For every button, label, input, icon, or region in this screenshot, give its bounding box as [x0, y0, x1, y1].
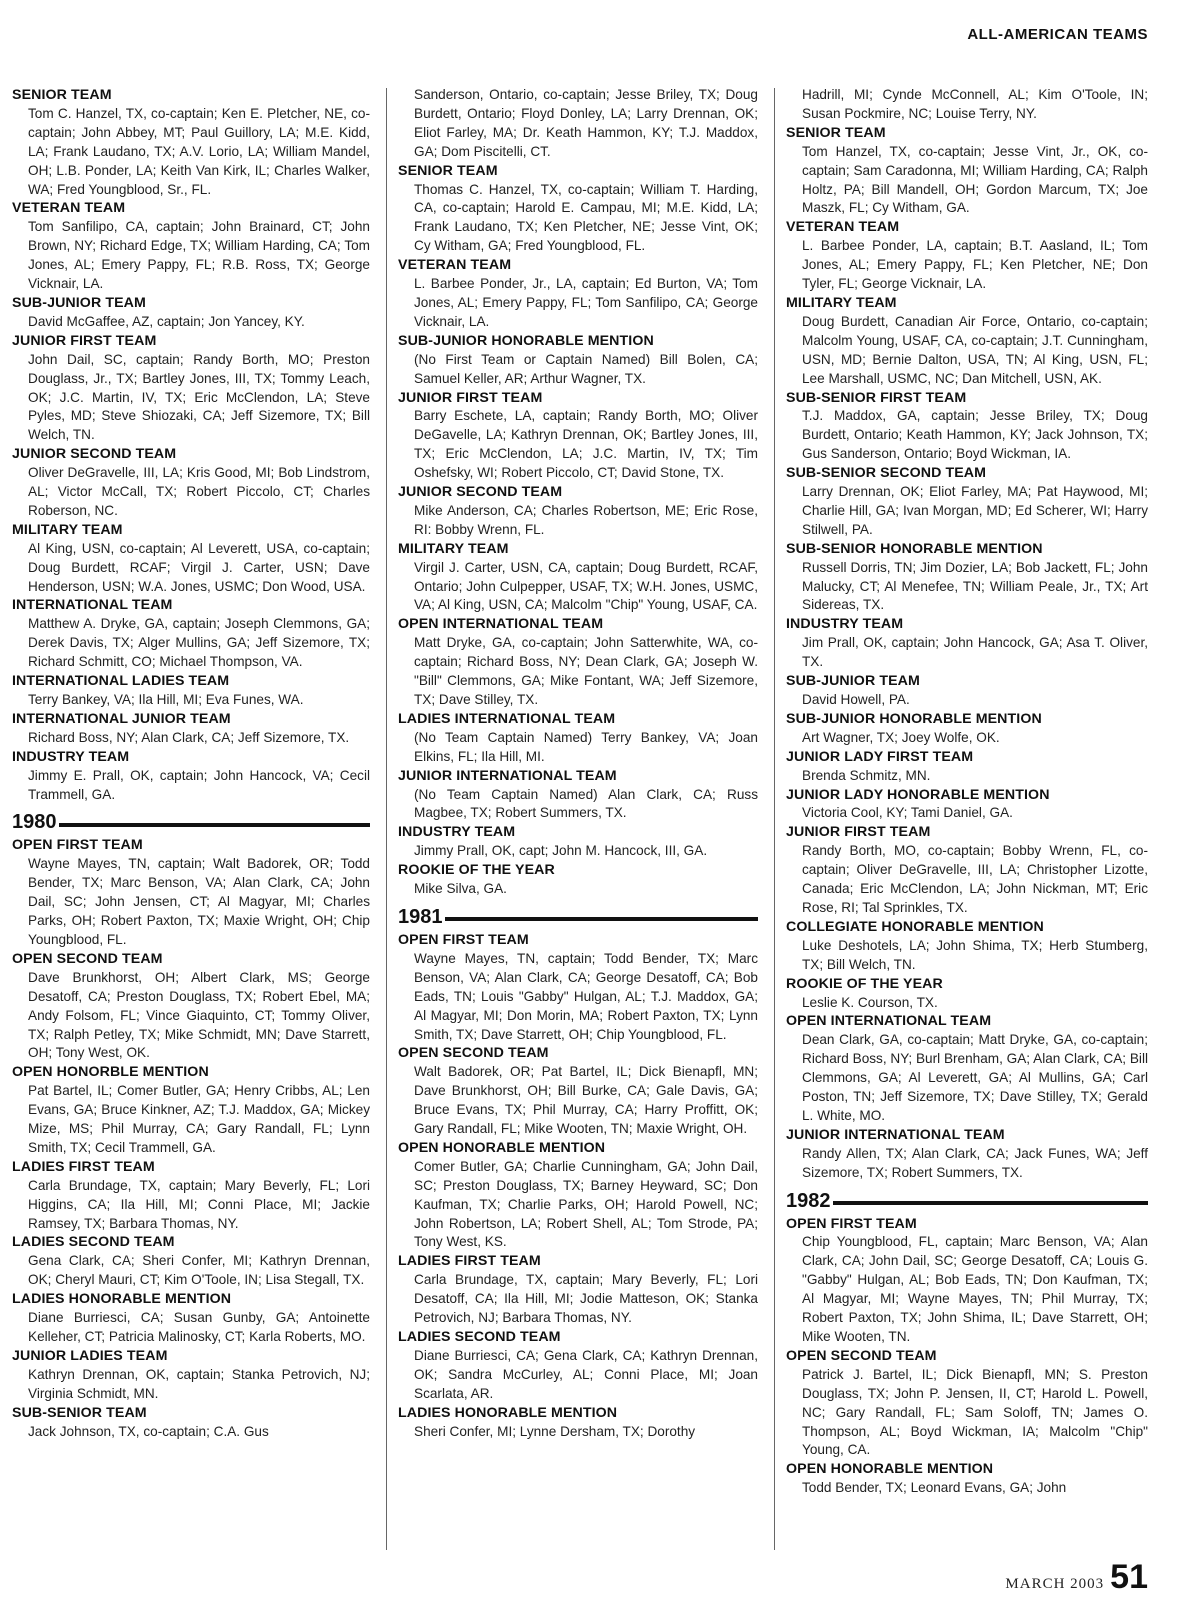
team-section	[12, 672, 370, 710]
team-heading: OPEN HONORABLE MENTION	[398, 1139, 606, 1156]
team-section	[398, 1139, 758, 1252]
team-heading: INTERNATIONAL TEAM	[12, 597, 173, 614]
team-members-text: Diane Burriesci, CA; Gena Clark, CA; Kathryn Drennan, OK; Sandra McCurley, AL; Conni Place, MI; Joan Scarlata, AR.	[414, 1347, 758, 1401]
team-members-text: Diane Burriesci, CA; Susan Gunby, GA; Antoinette Kelleher, CT; Patricia Malinosky, CT; Karla Roberts, MO.	[28, 1310, 370, 1344]
team-section	[12, 836, 370, 949]
team-members-text: Doug Burdett, Canadian Air Force, Ontario, co-captain; Malcolm Young, USAF, CA, co-captain; J.T. Cunningham, USN, MD; Bernie Dalton, USA, TN; Al King, USN, FL; Lee Marshall, USMC, NC; Dan Mitchell, USN, AK.	[802, 313, 1148, 386]
team-heading: OPEN FIRST TEAM	[398, 931, 529, 948]
page-header-title: ALL-AMERICAN TEAMS	[967, 26, 1148, 43]
team-members-text: Sheri Confer, MI; Lynne Dersham, TX; Dorothy	[414, 1423, 696, 1439]
team-members-text: Hadrill, MI; Cynde McConnell, AL; Kim O'Toole, IN; Susan Pockmire, NC; Louise Terry, NY.	[802, 87, 1148, 121]
column-divider	[774, 88, 775, 1550]
team-section	[398, 615, 758, 710]
team-section	[12, 596, 370, 672]
team-members-text: Barry Eschete, LA, captain; Randy Borth, MO; Oliver DeGavelle, LA; Kathryn Drennan, OK; Bartley Jones, III, TX; Eric McClendon, LA; J.C. Martin, IV, TX; Tim Oshefsky, WI; Robert Piccolo, CT; David Stone, TX.	[414, 408, 758, 481]
team-heading: LADIES HONORABLE MENTION	[398, 1404, 618, 1421]
team-heading: SUB-JUNIOR HONORABLE MENTION	[786, 710, 1042, 727]
team-heading: SUB-SENIOR SECOND TEAM	[786, 465, 987, 482]
team-heading: VETERAN TEAM	[786, 219, 900, 236]
team-heading: SENIOR TEAM	[398, 162, 498, 179]
team-members-text: Tom Hanzel, TX, co-captain; Jesse Vint, Jr., OK, co-captain; Sam Caradonna, MI; William Harding, CA; Ralph Holtz, PA; Bill Mandell, OH; Gordon Marcum, TX; Joe Maszk, FL; Cy Witham, GA.	[802, 143, 1148, 216]
year-heading: 1980	[12, 811, 57, 834]
team-heading: LADIES HONORABLE MENTION	[12, 1291, 232, 1308]
team-members-text: Mike Silva, GA.	[414, 881, 507, 897]
team-heading: JUNIOR LADY FIRST TEAM	[786, 748, 974, 765]
year-rule-line	[59, 823, 371, 827]
footer-issue-date: MARCH 2003	[1005, 1576, 1105, 1592]
team-section	[12, 521, 370, 597]
page-number: 51	[1110, 1558, 1148, 1596]
team-heading: INDUSTRY TEAM	[12, 748, 130, 765]
team-heading: INDUSTRY TEAM	[398, 824, 516, 841]
year-heading: 1982	[786, 1189, 831, 1212]
team-members-text: Mike Anderson, CA; Charles Robertson, ME; Eric Rose, RI: Bobby Wrenn, FL.	[414, 502, 758, 537]
team-section	[786, 823, 1148, 918]
team-section	[786, 218, 1148, 294]
team-heading: OPEN SECOND TEAM	[12, 950, 163, 967]
team-section	[786, 615, 1148, 672]
team-members-text: L. Barbee Ponder, LA, captain; B.T. Aasland, IL; Tom Jones, AL; Emery Pappy, FL; Ken Pletcher, NE; Don Tyler, FL; George Vicknair, LA.	[802, 238, 1148, 292]
team-members-text: (No Team Captain Named) Terry Bankey, VA; Joan Elkins, FL; Ila Hill, MI.	[414, 729, 758, 764]
team-members-text: Matthew A. Dryke, GA, captain; Joseph Clemmons, GA; Derek Davis, TX; Alger Mullins, GA; Jeff Sizemore, TX; Richard Schmitt, CO; Michael Thompson, VA.	[28, 616, 370, 670]
team-heading: JUNIOR SECOND TEAM	[12, 446, 177, 463]
team-members-text: Jack Johnson, TX, co-captain; C.A. Gus	[28, 1423, 269, 1439]
team-section	[398, 1328, 758, 1404]
year-rule-line	[833, 1201, 1149, 1205]
team-section	[786, 86, 1148, 124]
team-members-text: Todd Bender, TX; Leonard Evans, GA; John	[802, 1480, 1067, 1496]
team-section	[398, 710, 758, 767]
team-members-text: Jim Prall, OK, captain; John Hancock, GA; Asa T. Oliver, TX.	[802, 635, 1148, 670]
team-heading: VETERAN TEAM	[12, 200, 126, 217]
year-divider	[12, 810, 370, 834]
team-heading: JUNIOR INTERNATIONAL TEAM	[786, 1126, 1005, 1143]
team-section	[786, 389, 1148, 465]
team-members-text: Randy Borth, MO, co-captain; Bobby Wrenn, FL, co-captain; Oliver DeGravelle, III, LA; Christopher Lizotte, Canada; Eric McClendon, LA; John Nickman, MT; Eric Rose, RI; Tal Sprinkles, TX.	[802, 843, 1148, 915]
team-heading: JUNIOR FIRST TEAM	[12, 332, 157, 349]
team-section	[398, 256, 758, 332]
team-members-text: Oliver DeGravelle, III, LA; Kris Good, MI; Bob Lindstrom, AL; Victor McCall, TX; Robert Piccolo, CT; Charles Roberson, NC.	[28, 465, 370, 518]
team-section	[12, 1233, 370, 1290]
team-members-text: Wayne Mayes, TN, captain; Walt Badorek, OR; Todd Bender, TX; Marc Benson, VA; Alan Clark, CA; John Dail, SC; John Jensen, CT; Al Magyar, MI; Charles Parks, OH; Robert Paxton, TX; Maxie Wright, OH; Chip Youngblood, FL.	[28, 856, 370, 947]
team-heading: OPEN HONORBLE MENTION	[12, 1064, 209, 1081]
team-members-text: Matt Dryke, GA, co-captain; John Satterwhite, WA, co-captain; Richard Boss, NY; Dean Clark, GA; Joseph W. "Bill" Clemmons, GA; Mike Fontant, WA; Jeff Sizemore, TX; Dave Stilley, TX.	[414, 635, 758, 707]
team-section	[398, 1044, 758, 1139]
team-members-text: (No Team Captain Named) Alan Clark, CA; Russ Magbee, TX; Robert Summers, TX.	[414, 786, 758, 821]
team-members-text: Thomas C. Hanzel, TX, co-captain; William T. Harding, CA, co-captain; Harold E. Campau, MI; M.E. Kidd, LA; Frank Laudano, TX; Ken Pletcher, NE; Jesse Vint, OK; Cy Witham, GA; Fred Youngblood, FL.	[414, 181, 758, 254]
team-heading: LADIES SECOND TEAM	[12, 1234, 175, 1251]
team-heading: ROOKIE OF THE YEAR	[398, 862, 555, 879]
team-members-text: Virgil J. Carter, USN, CA, captain; Doug Burdett, RCAF, Ontario; John Culpepper, USAF, TX; W.H. Jones, USMC, VA; Al King, USN, CA; Malcolm "Chip" Young, USAF, CA.	[414, 559, 758, 613]
team-section	[12, 1347, 370, 1404]
team-section	[12, 1290, 370, 1347]
team-members-text: L. Barbee Ponder, Jr., LA, captain; Ed Burton, VA; Tom Jones, AL; Emery Pappy, FL; Tom Sanfilipo, CA; George Vicknair, LA.	[414, 276, 758, 329]
team-members-text: Art Wagner, TX; Joey Wolfe, OK.	[802, 729, 1000, 745]
team-section	[12, 1063, 370, 1158]
team-members-text: Randy Allen, TX; Alan Clark, CA; Jack Funes, WA; Jeff Sizemore, TX; Robert Summers, TX.	[802, 1145, 1148, 1180]
team-members-text: David McGaffee, AZ, captain; Jon Yancey, KY.	[28, 313, 305, 329]
team-heading: SUB-JUNIOR HONORABLE MENTION	[398, 332, 654, 349]
team-heading: MILITARY TEAM	[398, 540, 509, 557]
team-heading: COLLEGIATE HONORABLE MENTION	[786, 918, 1044, 935]
year-heading: 1981	[398, 905, 443, 928]
team-members-text: Tom C. Hanzel, TX, co-captain; Ken E. Pletcher, NE, co-captain; John Abbey, MT; Paul Guillory, LA; M.E. Kidd, LA; Frank Laudano, TX; A.V. Lorio, LA; William Mandel, OH; L.B. Ponder, LA; Keith Van Kirk, IL; Charles Walker, WA; Fred Youngblood, Sr., FL.	[28, 105, 370, 197]
team-members-text: Patrick J. Bartel, IL; Dick Bienapfl, MN; S. Preston Douglass, TX; John P. Jensen, II, CT; Harold L. Powell, NC; Gary Randall, FL; Sam Soloff, TN; James O. Thompson, AL; Boyd Wickman, IA; Malcolm "Chip" Young, CA.	[802, 1366, 1148, 1458]
team-section	[786, 975, 1148, 1013]
team-members-text: Dave Brunkhorst, OH; Albert Clark, MS; George Desatoff, CA; Preston Douglass, TX; Robert Ebel, MA; Andy Folsom, FL; Vince Giaquinto, CT; Tommy Oliver, TX; Ralph Petley, TX; Mike Schmidt, MN; Dave Starrett, OH; Tony West, OK.	[28, 969, 370, 1061]
team-heading: OPEN HONORABLE MENTION	[786, 1461, 994, 1478]
team-members-text: Sanderson, Ontario, co-captain; Jesse Briley, TX; Doug Burdett, Ontario; Floyd Donley, LA; Larry Drennan, OK; Eliot Farley, MA; Dr. Keath Hammon, KY; T.J. Maddox, GA; Dom Piscitelli, CT.	[414, 87, 758, 159]
year-divider	[786, 1189, 1148, 1213]
team-heading: INTERNATIONAL LADIES TEAM	[12, 673, 230, 690]
team-section	[398, 767, 758, 824]
team-heading: LADIES SECOND TEAM	[398, 1329, 561, 1345]
team-members-text: David Howell, PA.	[802, 692, 910, 707]
team-section	[786, 464, 1148, 540]
team-heading: JUNIOR FIRST TEAM	[398, 389, 543, 406]
team-members-text: Richard Boss, NY; Alan Clark, CA; Jeff Sizemore, TX.	[28, 729, 350, 745]
team-heading: INTERNATIONAL JUNIOR TEAM	[12, 710, 231, 727]
team-heading: SENIOR TEAM	[12, 87, 112, 103]
team-members-text: Walt Badorek, OR; Pat Bartel, IL; Dick Bienapfl, MN; Dave Brunkhorst, OH; Bill Burke, CA; Gale Davis, GA; Bruce Evans, TX; Phil Murray, CA; Harry Proffitt, OK; Gary Randall, FL; Mike Wooten, TN; Maxie Wright, OH.	[414, 1064, 758, 1137]
team-section	[786, 918, 1148, 975]
team-section	[12, 950, 370, 1063]
team-members-text: Pat Bartel, IL; Comer Butler, GA; Henry Cribbs, AL; Len Evans, GA; Bruce Kinkner, AZ; T.J. Maddox, GA; Mickey Mize, MS; Phil Murray, CA; Gary Randall, FL; Lynn Smith, TX; Cecil Trammell, GA.	[28, 1083, 370, 1155]
team-heading: OPEN SECOND TEAM	[398, 1045, 549, 1062]
team-section	[786, 748, 1148, 786]
team-section	[786, 1215, 1148, 1347]
team-members-text: Gena Clark, CA; Sheri Confer, MI; Kathryn Drennan, OK; Cheryl Mauri, CT; Kim O'Toole, IN; Lisa Stegall, TX.	[28, 1253, 370, 1288]
team-heading: ROOKIE OF THE YEAR	[786, 975, 943, 992]
column-2	[398, 86, 758, 1441]
team-members-text: Terry Bankey, VA; Ila Hill, MI; Eva Funes, WA.	[28, 692, 304, 707]
team-members-text: Kathryn Drennan, OK, captain; Stanka Petrovich, NJ; Virginia Schmidt, MN.	[28, 1366, 370, 1401]
team-heading: LADIES INTERNATIONAL TEAM	[398, 710, 616, 727]
team-heading: SUB-JUNIOR TEAM	[12, 294, 146, 311]
team-section	[398, 1252, 758, 1328]
team-section	[786, 786, 1148, 824]
team-members-text: Comer Butler, GA; Charlie Cunningham, GA; John Dail, SC; Preston Douglass, TX; Barney Heyward, SC; Don Kaufman, TX; Charlie Parks, OH; Harold Powell, NC; John Robertson, LA; Robert Shell, AL; Tom Strode, PA; Tony West, KS.	[414, 1158, 758, 1250]
team-members-text: Carla Brundage, TX, captain; Mary Beverly, FL; Lori Higgins, CA; Ila Hill, MI; Conni Place, MI; Jackie Ramsey, TX; Barbara Thomas, NY.	[28, 1177, 370, 1231]
team-section	[12, 748, 370, 805]
year-divider	[398, 905, 758, 929]
year-rule-line	[445, 917, 759, 921]
team-section	[12, 199, 370, 294]
team-heading: JUNIOR SECOND TEAM	[398, 484, 563, 501]
team-section	[398, 332, 758, 389]
team-section	[12, 294, 370, 332]
team-heading: INDUSTRY TEAM	[786, 616, 904, 633]
team-section	[12, 710, 370, 748]
team-section	[398, 1404, 758, 1442]
team-section	[786, 540, 1148, 616]
team-heading: MILITARY TEAM	[786, 294, 897, 311]
team-heading: SUB-JUNIOR TEAM	[786, 673, 920, 690]
team-section	[12, 445, 370, 521]
team-members-text: Wayne Mayes, TN, captain; Todd Bender, TX; Marc Benson, VA; Alan Clark, CA; George Desatoff, CA; Bob Eads, TN; Louis "Gabby" Hulgan, AL; T.J. Maddox, GA; Al Magyar, MI; Don Morin, MA; Robert Paxton, TX; Lynn Smith, TX; Dave Starrett, OH; Chip Youngblood, FL.	[414, 950, 758, 1042]
team-heading: SENIOR TEAM	[786, 124, 886, 141]
team-members-text: Victoria Cool, KY; Tami Daniel, GA.	[802, 805, 1013, 821]
team-section	[786, 710, 1148, 748]
team-section	[786, 124, 1148, 219]
team-section	[786, 1012, 1148, 1125]
team-members-text: Russell Dorris, TN; Jim Dozier, LA; Bob Jackett, FL; John Malucky, CT; Al Menefee, TN; William Peale, Jr., TX; Art Sidereas, TX.	[802, 559, 1148, 613]
team-section	[786, 1126, 1148, 1183]
team-heading: SUB-SENIOR TEAM	[12, 1404, 147, 1421]
team-section	[12, 1158, 370, 1234]
team-members-text: Brenda Schmitz, MN.	[802, 767, 931, 783]
team-section	[398, 86, 758, 162]
team-members-text: T.J. Maddox, GA, captain; Jesse Briley, TX; Doug Burdett, Ontario; Keath Hammon, KY; Jack Johnson, TX; Gus Sanderson, Ontario; Boyd Wickman, IA.	[802, 408, 1148, 462]
team-heading: OPEN FIRST TEAM	[12, 837, 143, 854]
team-members-text: Larry Drennan, OK; Eliot Farley, MA; Pat Haywood, MI; Charlie Hill, GA; Ivan Morgan, MD; Ed Scherer, WI; Harry Stilwell, PA.	[802, 484, 1148, 537]
team-section	[398, 823, 758, 861]
team-section	[786, 1460, 1148, 1498]
team-members-text: Chip Youngblood, FL, captain; Marc Benson, VA; Alan Clark, CA; John Dail, SC; George Desatoff, CA; Louis G. "Gabby" Hulgan, AL; Bob Eads, TN; Don Kaufman, TX; Al Magyar, MI; Wayne Mayes, TN; Phil Murray, TX; Robert Paxton, TX; John Shima, IL; Dave Starrett, OH; Mike Wooten, TN.	[802, 1234, 1148, 1344]
column-divider	[386, 88, 387, 1550]
team-members-text: Carla Brundage, TX, captain; Mary Beverly, FL; Lori Desatoff, CA; Ila Hill, MI; Jodie Matteson, OK; Stanka Petrovich, NJ; Barbara Thomas, NY.	[414, 1272, 758, 1326]
team-members-text: Dean Clark, GA, co-captain; Matt Dryke, GA, co-captain; Richard Boss, NY; Burl Brenham, GA; Alan Clark, CA; Bill Clemmons, GA; Al Leverett, GA; Al Mullins, GA; Carl Poston, TN; Jeff Sizemore, TX; Dave Stilley, TX; Gerald L. White, MO.	[802, 1032, 1148, 1123]
team-section	[786, 672, 1148, 710]
team-section	[398, 540, 758, 616]
team-section	[786, 294, 1148, 389]
team-members-text: Luke Deshotels, LA; John Shima, TX; Herb Stumberg, TX; Bill Welch, TN.	[802, 937, 1148, 972]
team-heading: OPEN SECOND TEAM	[786, 1347, 937, 1364]
team-heading: OPEN INTERNATIONAL TEAM	[398, 616, 604, 633]
team-heading: OPEN INTERNATIONAL TEAM	[786, 1013, 992, 1030]
team-heading: JUNIOR FIRST TEAM	[786, 824, 931, 841]
team-section	[398, 389, 758, 484]
team-heading: LADIES FIRST TEAM	[398, 1253, 541, 1270]
team-section	[398, 861, 758, 899]
column-3	[786, 86, 1148, 1498]
team-heading: JUNIOR INTERNATIONAL TEAM	[398, 767, 617, 784]
team-heading: SUB-SENIOR HONORABLE MENTION	[786, 540, 1043, 557]
team-heading: MILITARY TEAM	[12, 521, 123, 538]
team-heading: SUB-SENIOR FIRST TEAM	[786, 389, 967, 406]
team-members-text: Jimmy E. Prall, OK, captain; John Hancock, VA; Cecil Trammell, GA.	[28, 767, 370, 802]
team-section	[12, 86, 370, 199]
team-section	[12, 332, 370, 445]
team-members-text: John Dail, SC, captain; Randy Borth, MO; Preston Douglass, Jr., TX; Bartley Jones, III, TX; Tommy Leach, OK; J.C. Martin, IV, TX; Eric McClendon, LA; Steve Pyles, MD; Steve Shiozaki, CA; Jeff Sizemore, TX; Bill Welch, TN.	[28, 351, 370, 443]
team-members-text: Al King, USN, co-captain; Al Leverett, USA, co-captain; Doug Burdett, RCAF; Virgil J. Carter, USN; Dave Henderson, USN; W.A. Jones, USMC; Don Wood, USA.	[28, 540, 370, 594]
team-members-text: (No First Team or Captain Named) Bill Bolen, CA; Samuel Keller, AR; Arthur Wagner, TX.	[414, 351, 758, 386]
team-section	[398, 483, 758, 540]
team-heading: LADIES FIRST TEAM	[12, 1158, 155, 1175]
column-1	[12, 86, 370, 1441]
team-heading: JUNIOR LADY HONORABLE MENTION	[786, 786, 1050, 803]
team-section	[786, 1347, 1148, 1460]
team-heading: JUNIOR LADIES TEAM	[12, 1347, 168, 1364]
team-heading: VETERAN TEAM	[398, 257, 512, 274]
team-heading: OPEN FIRST TEAM	[786, 1215, 917, 1232]
team-section	[398, 162, 758, 257]
page-footer	[1005, 1560, 1148, 1594]
team-members-text: Jimmy Prall, OK, capt; John M. Hancock, III, GA.	[414, 843, 708, 859]
team-section	[398, 931, 758, 1044]
team-section	[12, 1404, 370, 1442]
team-members-text: Leslie K. Courson, TX.	[802, 994, 938, 1010]
team-members-text: Tom Sanfilipo, CA, captain; John Brainard, CT; John Brown, NY; Richard Edge, TX; William Harding, CA; Tom Jones, AL; Emery Pappy, FL; R.B. Ross, TX; George Vicknair, LA.	[28, 219, 370, 292]
